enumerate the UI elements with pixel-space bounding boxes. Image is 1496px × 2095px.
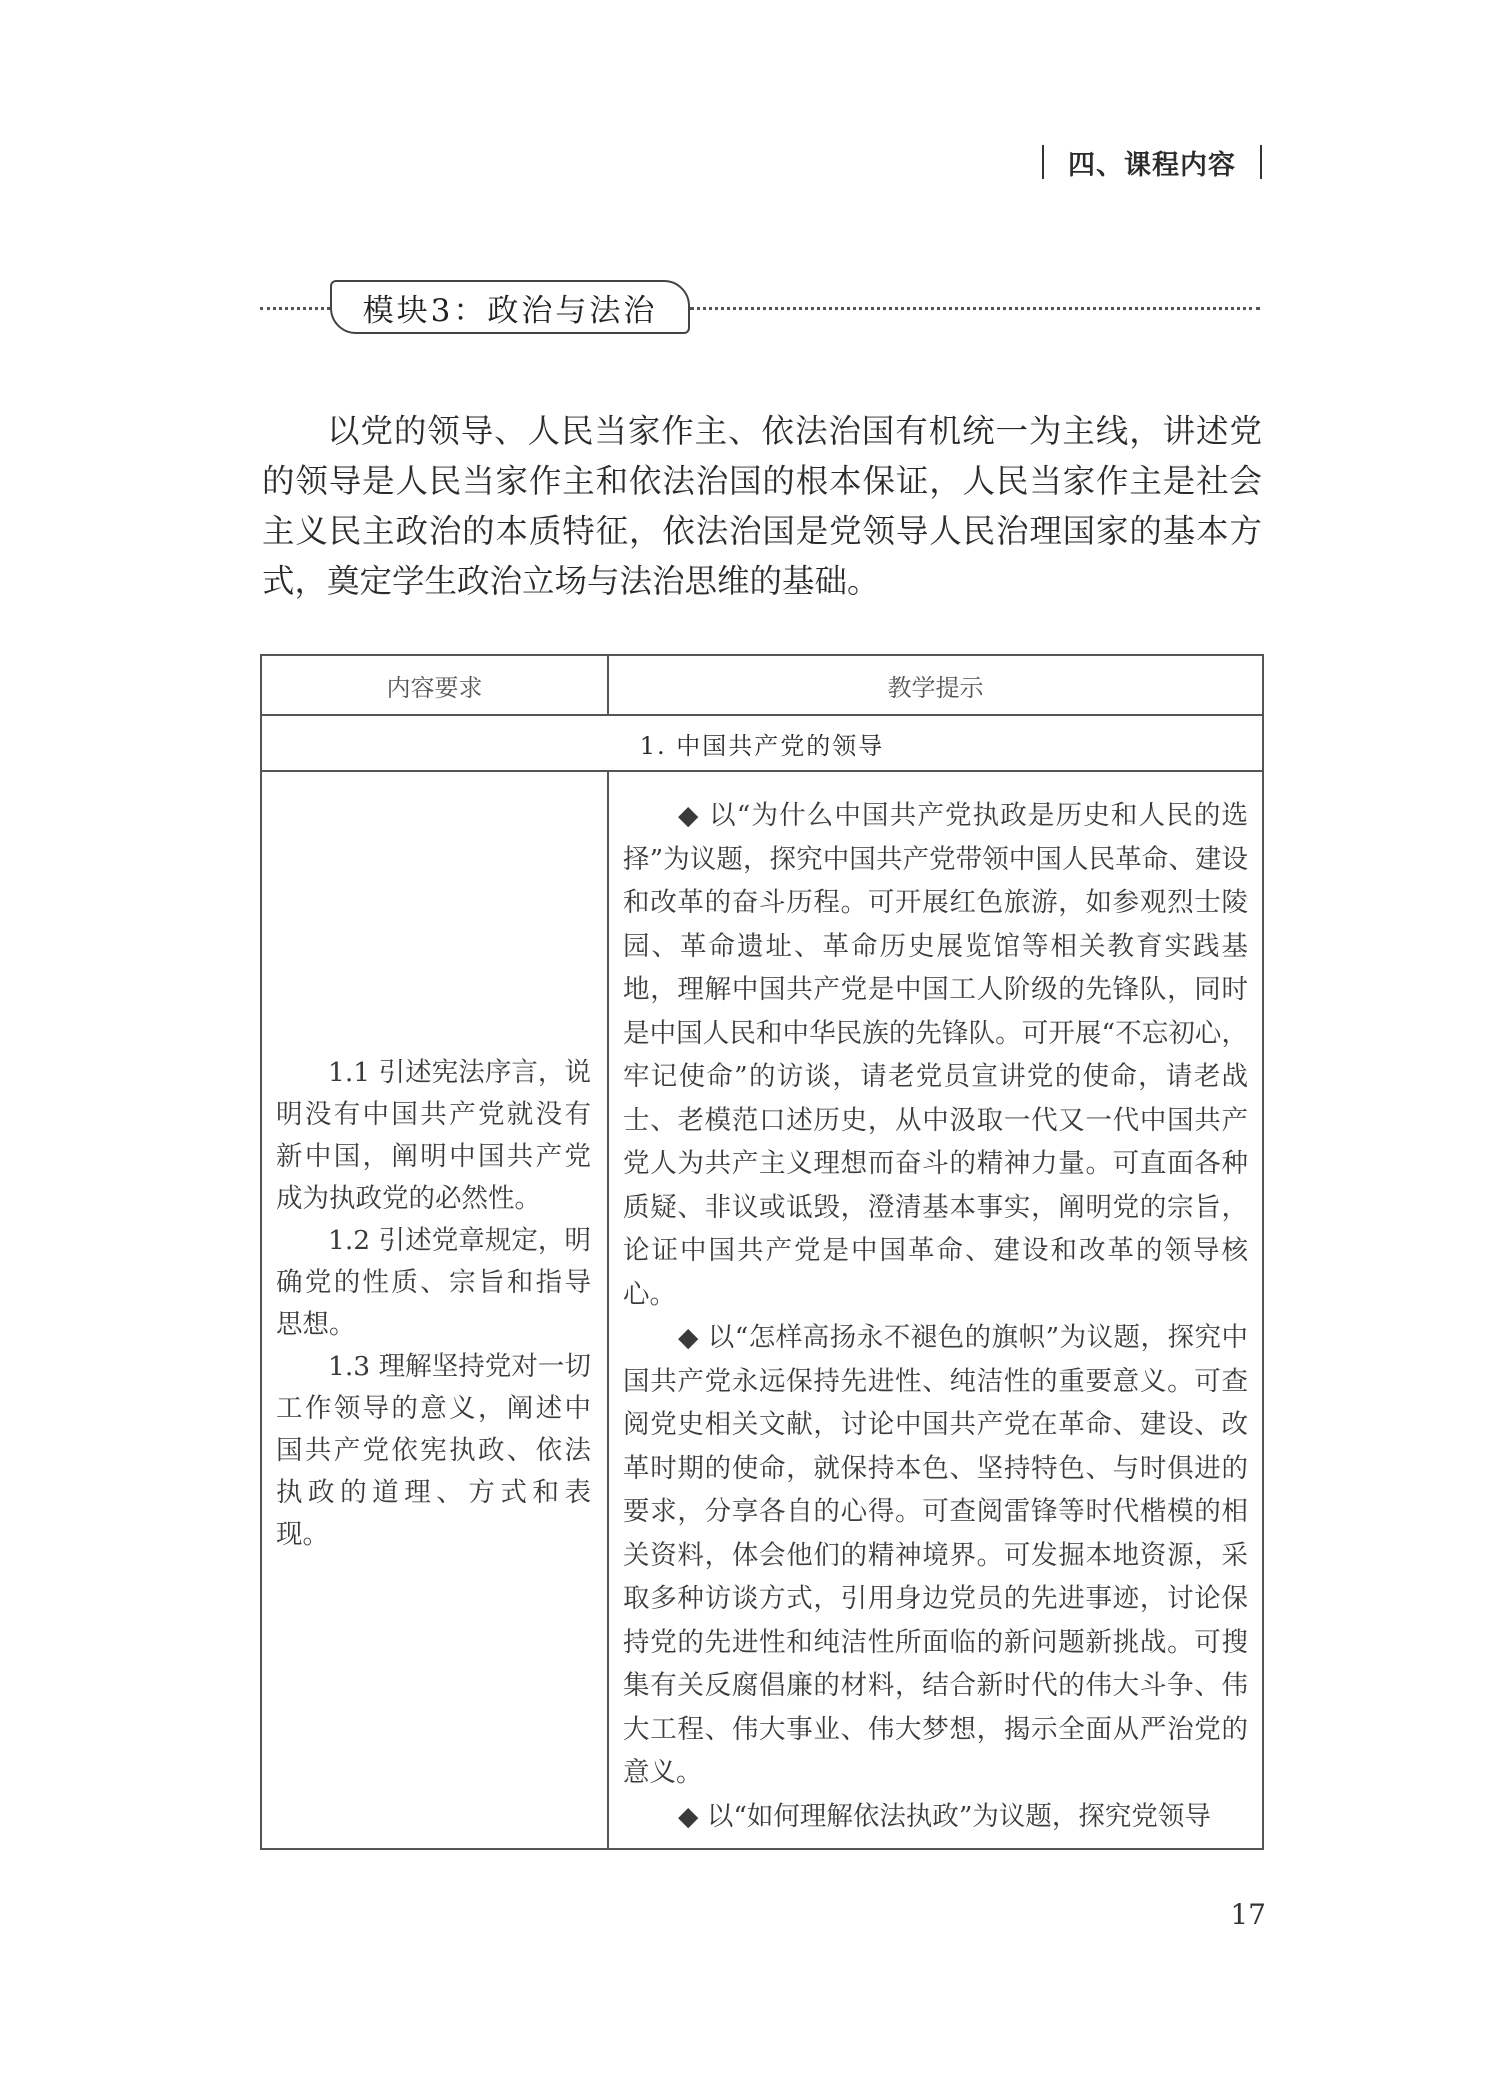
tip-item xyxy=(623,1795,1248,1839)
tip-item xyxy=(623,1316,1248,1795)
intro-paragraph: 以党的领导、人民当家作主、依法治国有机统一为主线，讲述党的领导是人民当家作主和依法治国的根本保证，人民当家作主是社会主义民主政治的本质特征，依法治国是党领导人民治理国家的基本方式，奠定学生政治立场与法治思维的基础。 xyxy=(262,412,1262,600)
tip-text: 以“为什么中国共产党执政是历史和人民的选择”为议题，探究中国共产党带领中国人民革命、建设和改革的奋斗历程。可开展红色旅游，如参观烈士陵园、革命遗址、革命历史展览馆等相关教育实践基地，理解中国共产党是中国工人阶级的先锋队，同时是中国人民和中华民族的先锋队。可开展“不忘初心，牢记使命”的访谈，请老党员宣讲党的使命，请老战士、老模范口述历史，从中汲取一代又一代中国共产党人为共产主义理想而奋斗的精神力量。可直面各种质疑、非议或诋毁，澄清基本事实，阐明党的宗旨，论证中国共产党是中国革命、建设和改革的领导核心。 xyxy=(623,800,1248,1310)
teaching-tips-cell xyxy=(608,771,1263,1849)
dotted-rule-right xyxy=(690,307,1260,310)
module-title: 模块3：政治与法治 xyxy=(330,280,690,334)
requirement-item: 1.2 引述党章规定，明确党的性质、宗旨和指导思想。 xyxy=(276,1225,591,1340)
chapter-title: 四、课程内容 xyxy=(1068,149,1236,181)
module-heading xyxy=(260,280,1260,334)
content-table xyxy=(260,654,1264,1850)
requirement-item: 1.1 引述宪法序言，说明没有中国共产党就没有新中国，阐明中国共产党成为执政党的必然性。 xyxy=(276,1057,591,1214)
header-divider-right xyxy=(1260,145,1262,179)
tip-text: 以“如何理解依法执政”为议题，探究党领导 xyxy=(706,1800,1211,1832)
dotted-rule-left xyxy=(260,307,330,310)
diamond-bullet-icon: ◆ xyxy=(678,800,700,831)
requirement-item: 1.3 理解坚持党对一切工作领导的意义，阐述中国共产党依宪执政、依法执政的道理、方式和表现。 xyxy=(276,1351,591,1550)
header-divider-left xyxy=(1042,145,1044,179)
requirements-cell xyxy=(261,771,608,1849)
section-title: 1. 中国共产党的领导 xyxy=(261,715,1263,771)
section-row xyxy=(261,715,1263,771)
diamond-bullet-icon: ◆ xyxy=(678,1322,699,1353)
table-header-row xyxy=(261,655,1263,715)
column-header-requirements: 内容要求 xyxy=(261,655,608,715)
tip-item xyxy=(623,794,1248,1316)
column-header-teaching-tips: 教学提示 xyxy=(608,655,1263,715)
page-number: 17 xyxy=(1230,1898,1266,1931)
running-header xyxy=(1032,140,1272,184)
diamond-bullet-icon: ◆ xyxy=(678,1800,699,1832)
table-body-row xyxy=(261,771,1263,1849)
tip-text: 以“怎样高扬永不褪色的旗帜”为议题，探究中国共产党永远保持先进性、纯洁性的重要意义。可查阅党史相关文献，讨论中国共产党在革命、建设、改革时期的使命，就保持本色、坚持特色、与时俱进的要求，分享各自的心得。可查阅雷锋等时代楷模的相关资料，体会他们的精神境界。可发掘本地资源，采取多种访谈方式，引用身边党员的先进事迹，讨论保持党的先进性和纯洁性所面临的新问题新挑战。可搜集有关反腐倡廉的材料，结合新时代的伟大斗争、伟大工程、伟大事业、伟大梦想，揭示全面从严治党的意义。 xyxy=(623,1322,1248,1788)
